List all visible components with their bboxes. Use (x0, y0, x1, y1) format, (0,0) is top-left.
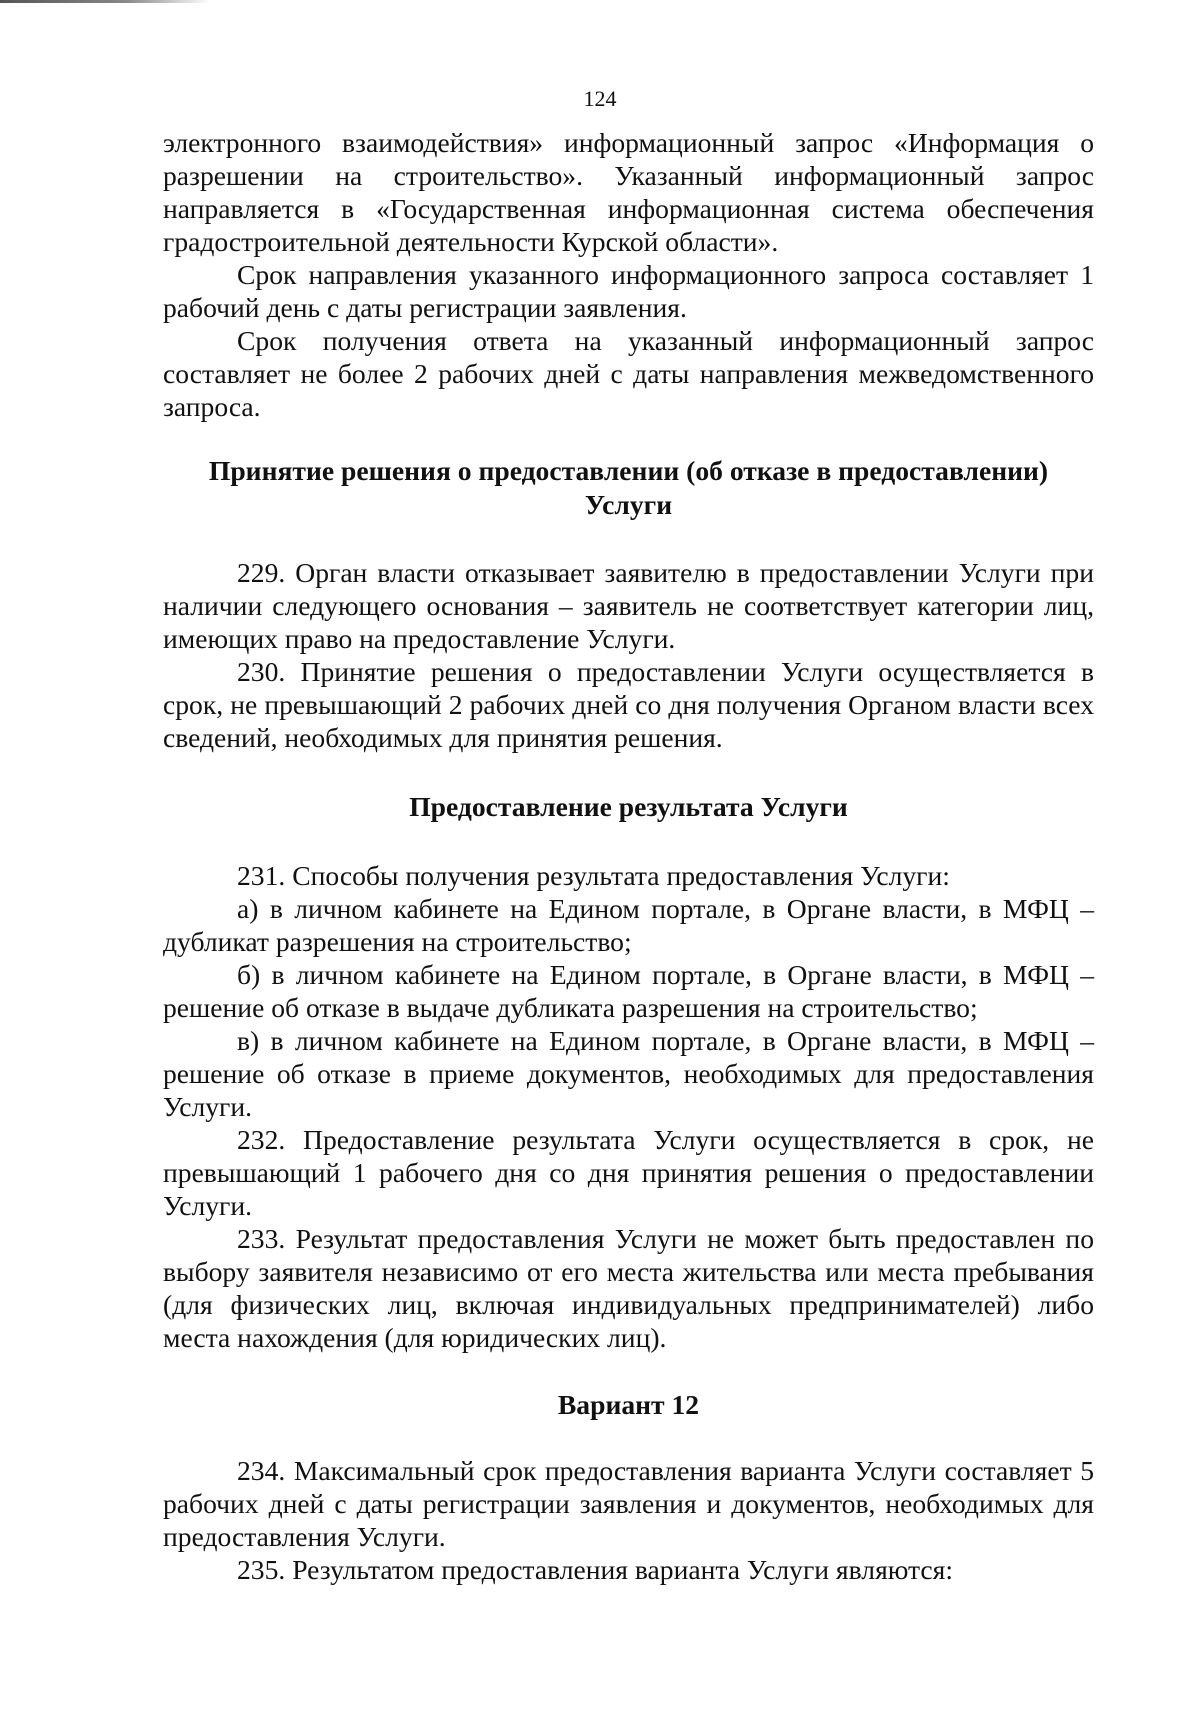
section-heading-decision: Принятие решения о предоставлении (об отказе в предоставлении) Услуги (208, 455, 1049, 520)
section-heading-variant: Вариант 12 (557, 1389, 700, 1420)
paragraph-231-a: а) в личном кабинете на Едином портале, в Органе власти, в МФЦ – дубликат разрешения на строительство; (163, 893, 1094, 957)
paragraph-229: 229. Орган власти отказывает заявителю в предоставлении Услуги при наличии следующего основания – заявитель не соответствует категории лиц, имеющих право на предоставление Услуги. (163, 557, 1094, 654)
paragraph-234: 234. Максимальный срок предоставления варианта Услуги составляет 5 рабочих дней с даты регистрации заявления и документов, необходимых для предоставления Услуги. (163, 1455, 1094, 1552)
paragraph-232: 232. Предоставление результата Услуги осуществляется в срок, не превышающий 1 рабочего дня со дня принятия решения о предоставлении Услуги. (163, 1124, 1094, 1221)
intro-paragraph-2: Срок направления указанного информационного запроса составляет 1 рабочий день с даты регистрации заявления. (163, 259, 1094, 323)
intro-paragraph-1: электронного взаимодействия» информационный запрос «Информация о разрешении на строительство». Указанный информационный запрос направляется в «Государственная информационная система обеспечения градостроительной деятельности Курской области». (163, 127, 1094, 257)
paragraph-231: 231. Способы получения результата предоставления Услуги: (237, 860, 950, 891)
paragraph-233: 233. Результат предоставления Услуги не может быть предоставлен по выбору заявителя независимо от его места жительства или места пребывания (для физических лиц, включая индивидуальных предпринимателей) либо места нахождения (для юридических лиц). (163, 1223, 1094, 1353)
paragraph-230: 230. Принятие решения о предоставлении Услуги осуществляется в срок, не превышающий 2 рабочих дней со дня получения Органом власти всех сведений, необходимых для принятия решения. (163, 656, 1094, 753)
page-number: 124 (583, 86, 617, 111)
paragraph-235: 235. Результатом предоставления варианта Услуги являются: (237, 1554, 954, 1585)
section-heading-result: Предоставление результата Услуги (409, 791, 848, 822)
paragraph-231-b: б) в личном кабинете на Едином портале, в Органе власти, в МФЦ – решение об отказе в выдаче дубликата разрешения на строительство; (163, 959, 1094, 1023)
intro-paragraph-3: Срок получения ответа на указанный информационный запрос составляет не более 2 рабочих дней с даты направления межведомственного запроса. (163, 325, 1094, 422)
document-body (163, 126, 1094, 1586)
scan-edge-mark (0, 0, 210, 3)
paragraph-231-v: в) в личном кабинете на Едином портале, в Органе власти, в МФЦ – решение об отказе в приеме документов, необходимых для предоставления Услуги. (163, 1025, 1094, 1122)
